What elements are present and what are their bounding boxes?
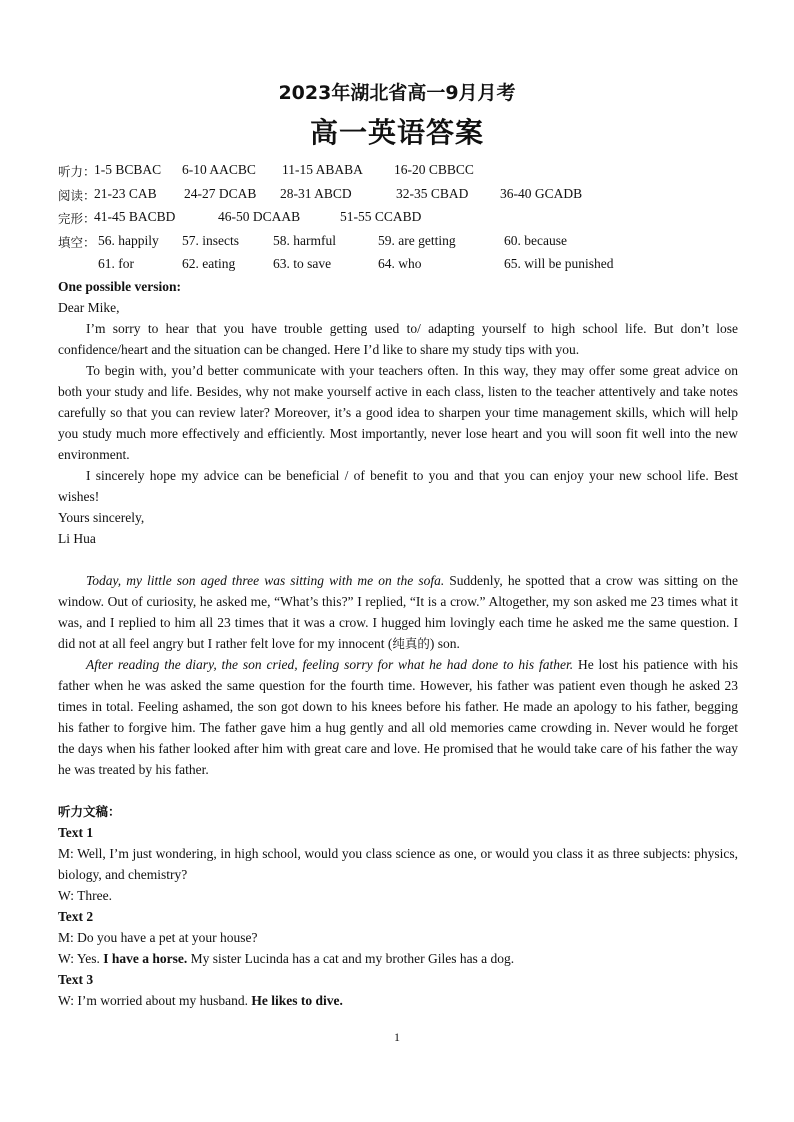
dialogue-line: W: Three. — [58, 888, 112, 903]
answer-item: 62. eating — [182, 256, 236, 271]
answer-item: 56. happily — [98, 233, 159, 248]
continuation-paragraph — [58, 654, 738, 780]
spacer — [58, 549, 738, 570]
answer-group: 32-35 CBAD — [396, 186, 469, 201]
dialogue-line: M: Well, I’m just wondering, in high school, would you class science as one, or would you class it as three subjects: physics, biology, and chemistry? — [58, 846, 738, 882]
fill-label: 填空： — [58, 235, 96, 250]
transcript-heading: 听力文稿： — [58, 804, 121, 819]
main-content — [58, 276, 738, 1011]
answer-group: 11-15 ABABA — [282, 162, 363, 177]
paragraph-text: ) son. — [429, 636, 460, 651]
dialogue-key-phrase: I have a horse. — [103, 951, 188, 966]
dialogue-line — [58, 990, 738, 1011]
paragraph-text: Suddenly, he spotted that a crow was sitting on the window. Out of curiosity, he asked me, “What’s this?” I replied, “It is a crow.” Altogether, my son asked me 23 times what it was, and I replied to him all 23 times that it was a crow. I hugged him lovingly each time he asked me the same question. I did not at all feel angry but I rather felt love for my innocent ( — [58, 573, 738, 651]
salutation: Dear Mike, — [58, 300, 120, 315]
closing: Yours sincerely, — [58, 510, 145, 525]
answer-item: 60. because — [504, 233, 567, 248]
spacer — [58, 780, 738, 801]
answer-group: 51-55 CCABD — [340, 209, 422, 224]
answer-group: 16-20 CBBCC — [394, 162, 474, 177]
dialogue-text: W: Yes. — [58, 951, 104, 966]
answer-item: 61. for — [98, 256, 134, 271]
answer-group: 28-31 ABCD — [280, 186, 352, 201]
continuation-paragraph — [58, 570, 738, 654]
answer-group: 1-5 BCBAC — [94, 162, 162, 177]
writing-paragraph: I’m sorry to hear that you have trouble getting used to/ adapting yourself to high school life. But don’t lose confidence/heart and the situation can be changed. Here I’d like to share my study tips with you. — [58, 321, 738, 357]
dialogue-line: M: Do you have a pet at your house? — [58, 930, 258, 945]
answer-title: 高一英语答案 — [309, 116, 484, 149]
dialogue-line — [58, 948, 738, 969]
reading-label: 阅读： — [58, 188, 96, 203]
answer-item: 63. to save — [273, 256, 332, 271]
text-label: Text 1 — [58, 825, 94, 840]
answer-group: 36-40 GCADB — [500, 186, 583, 201]
writing-paragraph: To begin with, you’d better communicate with your teachers often. In this way, they may offer some great advice on both your study and life. Besides, why not make yourself active in each class, listen to the teacher attentively and take notes carefully so that you can review later? Moreover, it’s a good idea to sharpen your time management skills, which will help you study much more effectively and efficiently. Most importantly, never lose heart and you will soon fit well into the new environment. — [58, 363, 738, 462]
paragraph-text: He lost his patience with his father when he was asked the same question for the fourth time. However, his father was patient even though he asked 23 times in total. Feeling ashamed, the son got down to his knees before his father. He made an apology to his father, begging his father to forgive him. The father gave him a hug gently and all old memories came crowding in. Never would he forget the days when his father looked after him with great care and love. He promised that he would take care of his father the way he was treated by his father. — [58, 657, 738, 777]
cloze-label: 完形： — [58, 211, 96, 226]
chinese-gloss: 纯真的 — [392, 636, 430, 651]
answer-item: 65. will be punished — [504, 256, 614, 271]
answer-item: 57. insects — [182, 233, 239, 248]
text-label: Text 2 — [58, 909, 94, 924]
signature: Li Hua — [58, 531, 96, 546]
dialogue-text: W: I’m worried about my husband. — [58, 993, 252, 1008]
dialogue-key-phrase: He likes to dive. — [251, 993, 343, 1008]
dialogue-text: My sister Lucinda has a cat and my brother Giles has a dog. — [187, 951, 515, 966]
answer-item: 64. who — [378, 256, 422, 271]
listening-label: 听力： — [58, 164, 96, 179]
text-label: Text 3 — [58, 972, 94, 987]
exam-title: 2023年湖北省高一9月月考 — [278, 82, 516, 104]
answer-group: 24-27 DCAB — [184, 186, 257, 201]
paragraph-opening-sentence: Today, my little son aged three was sitting with me on the sofa. — [86, 573, 445, 588]
answer-item: 59. are getting — [378, 233, 456, 248]
writing-paragraph: I sincerely hope my advice can be beneficial / of benefit to you and that you can enjoy your new school life. Best wishes! — [58, 468, 738, 504]
page-number: 1 — [394, 1030, 400, 1044]
writing-heading: One possible version: — [58, 279, 182, 294]
answer-group: 21-23 CAB — [94, 186, 157, 201]
answer-group: 46-50 DCAAB — [218, 209, 301, 224]
answer-group: 41-45 BACBD — [94, 209, 176, 224]
paragraph-opening-sentence: After reading the diary, the son cried, feeling sorry for what he had done to his father. — [86, 657, 574, 672]
answer-item: 58. harmful — [273, 233, 336, 248]
answer-group: 6-10 AACBC — [182, 162, 256, 177]
